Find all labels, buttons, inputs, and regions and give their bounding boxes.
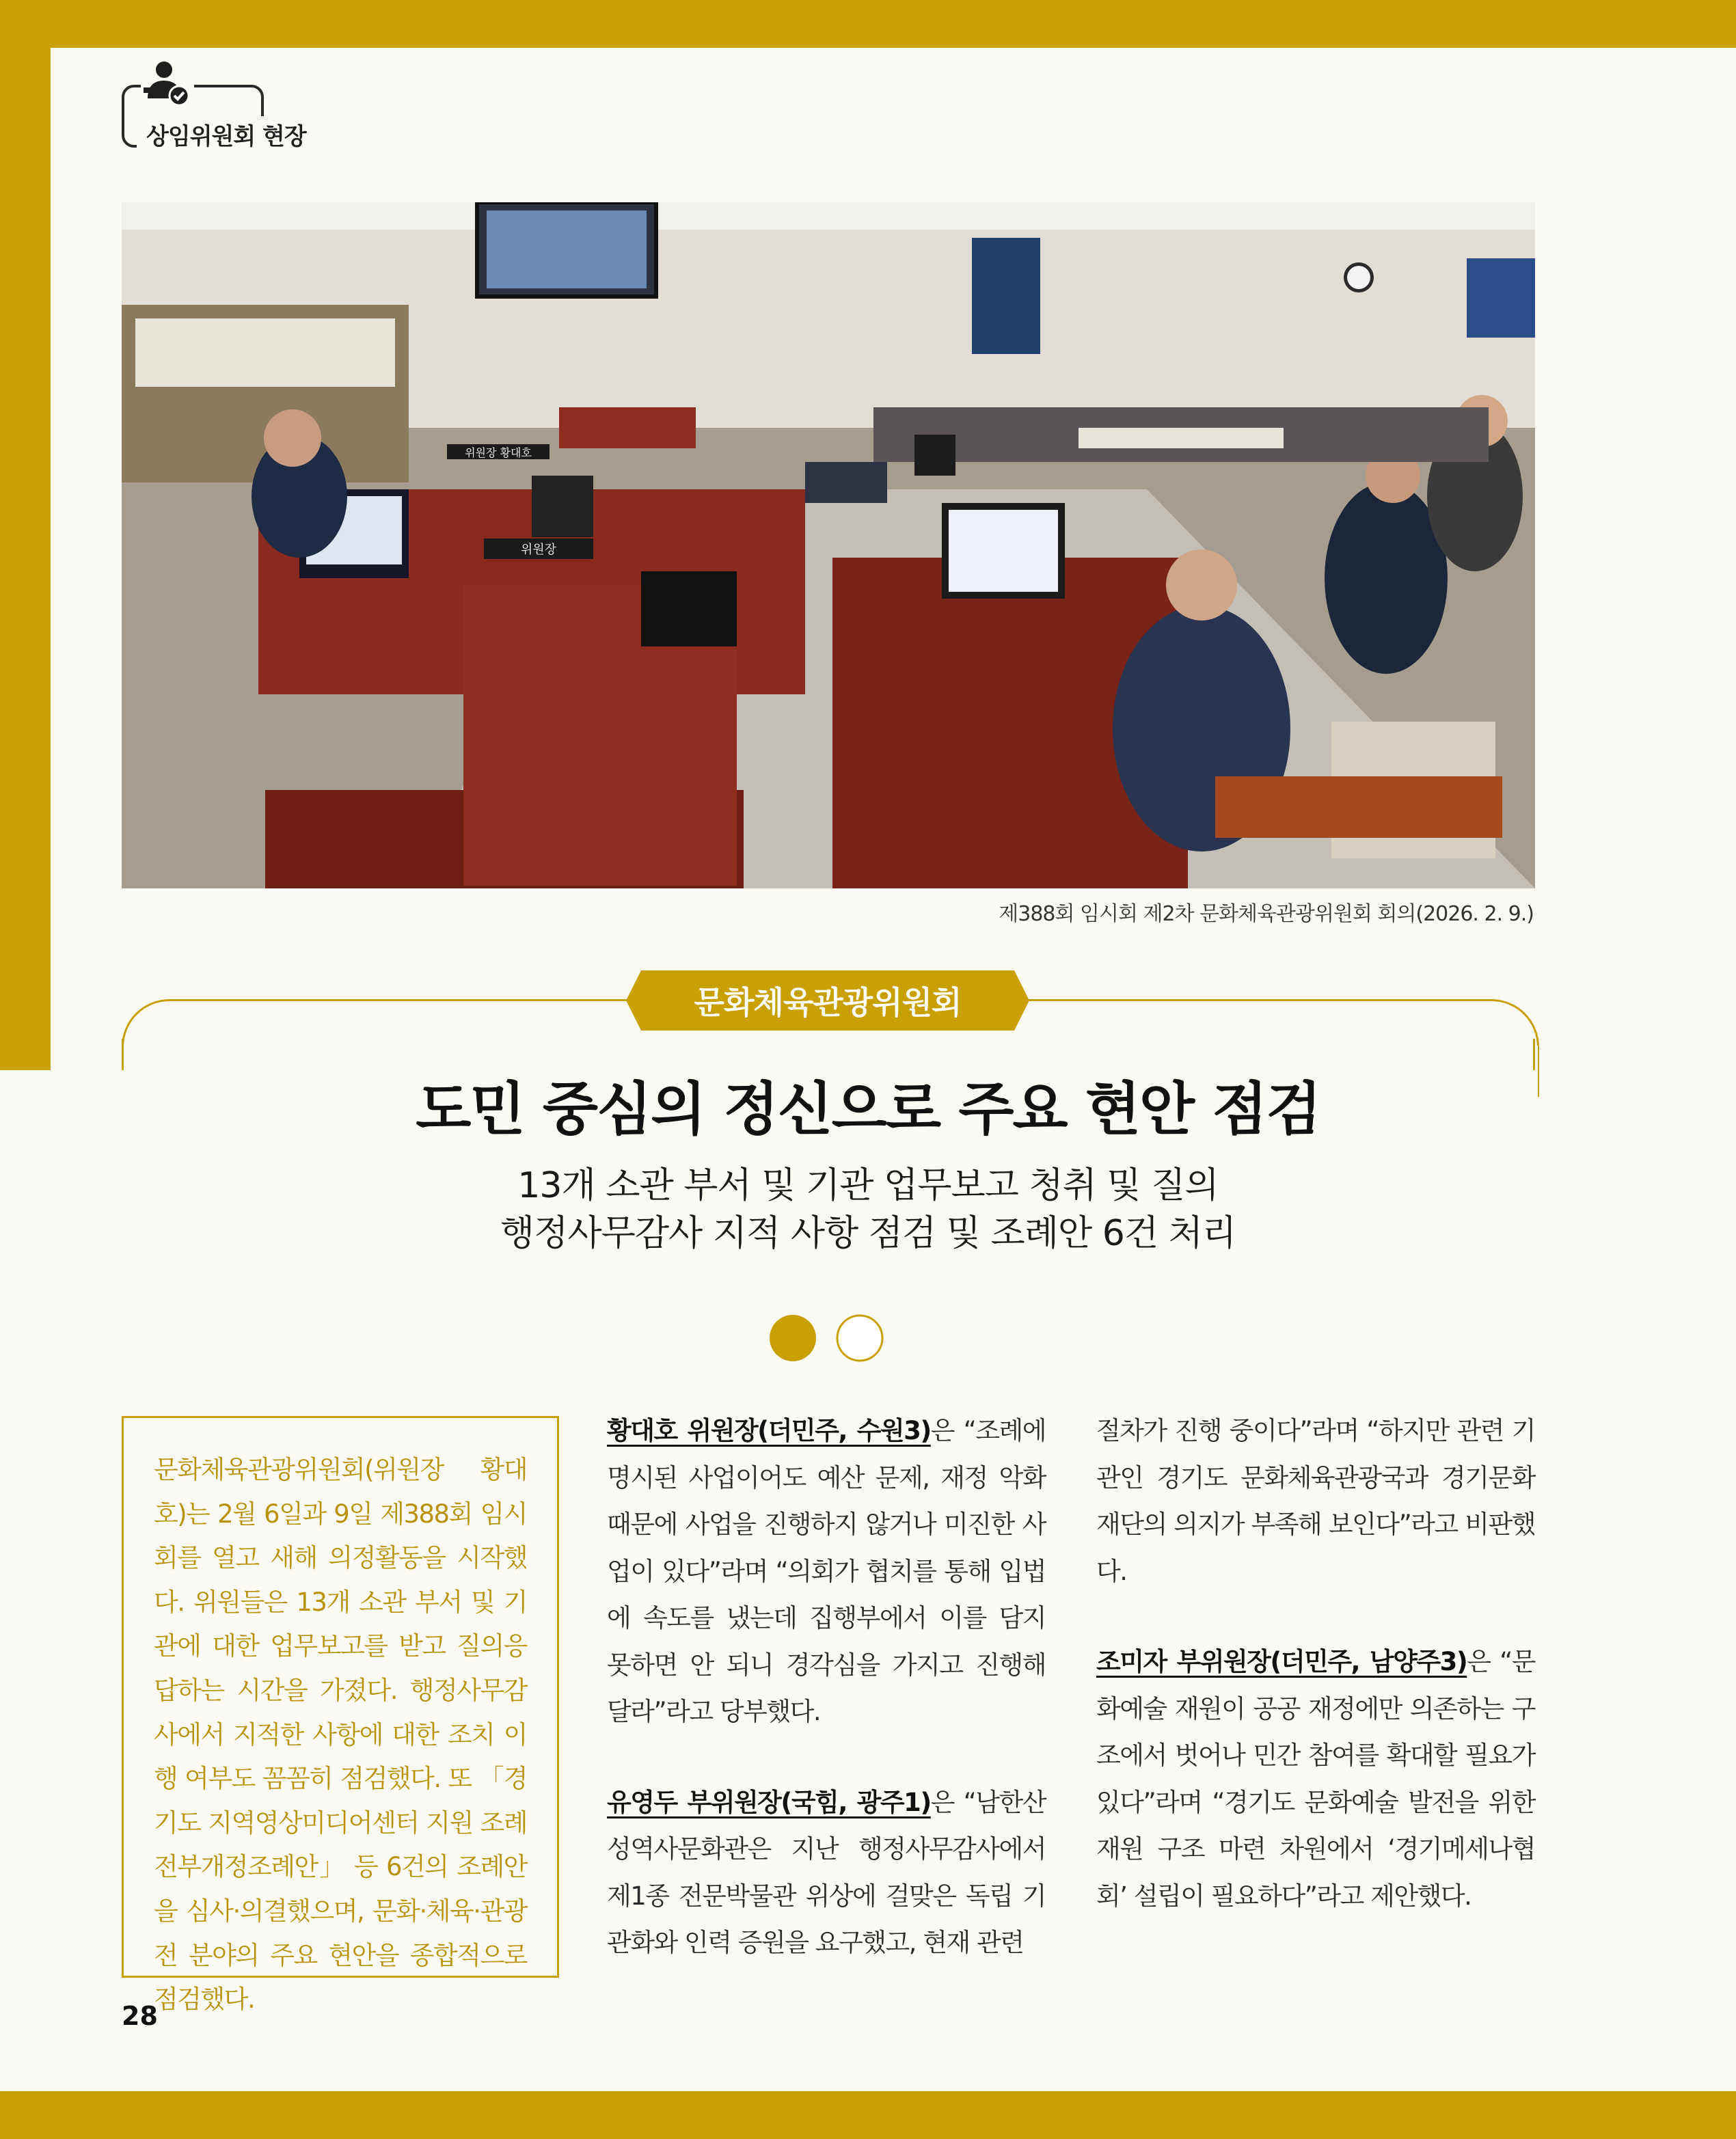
scalloped-dot-filled [768, 1313, 817, 1363]
summary-text: 문화체육관광위원회(위원장 황대호)는 2월 6일과 9일 제388회 임시회를 열고 새해 의정활동을 시작했다. 위원들은 13개 소관 부서 및 기관에 대한 업무보고를 받고 질의응답하는 시간을 가졌다. 행정사무감사에서 지적한 사항에 대한 조치 이행 여부도 꼼꼼히 점검했다. 또 「경기도 지역영상미디어센터 지원 조례 전부개정조례안」 등 6건의 조례안을 심사·의결했으며, 문화·체육·관광 전 분야의 주요 현안을 종합적으로 점검했다. [154, 1455, 527, 2015]
body-column-2 [1096, 1408, 1535, 1963]
speaker-name: 황대호 위원장(더민주, 수원3) [607, 1416, 931, 1445]
summary-box [122, 1416, 559, 2015]
body-column-1 [607, 1408, 1046, 2011]
photo-nameplate-left: 위원장 황대호 [465, 446, 532, 459]
scalloped-dot-outline [835, 1313, 884, 1363]
headline: 도민 중심의 정신으로 주요 현안 점검 [416, 1076, 1320, 1143]
left-gold-band [0, 0, 51, 1070]
subhead-line-2: 행정사무감사 지적 사항 점검 및 조례안 6건 처리 [500, 1213, 1236, 1254]
speaker-name: 유영두 부위원장(국힘, 광주1) [607, 1787, 931, 1817]
paragraph: 유영두 부위원장(국힘, 광주1)은 “남한산성역사문화관은 지난 행정사무감사에서 제1종 전문박물관 위상에 걸맞은 독립 기관화와 인력 증원을 요구했고, 현재 관련 [607, 1787, 1046, 1957]
bottom-gold-band [0, 2091, 1736, 2139]
paragraph: 황대호 위원장(더민주, 수원3)은 “조례에 명시된 사업이어도 예산 문제, 재정 악화 때문에 사업을 진행하지 않거나 미진한 사업이 있다”라며 “의회가 협치를 통해 입법에 속도를 냈는데 집행부에서 이를 담지 못하면 안 되니 경각심을 가지고 진행해 달라”라고 당부했다. [607, 1416, 1046, 1726]
paragraph: 조미자 부위원장(더민주, 남양주3)은 “문화예술 재원이 공공 재정에만 의존하는 구조에서 벗어나 민간 참여를 확대할 필요가 있다”라며 “경기도 문화예술 발전을 위한 재원 구조 마련 차원에서 ‘경기메세나협회’ 설립이 필요하다”라고 제안했다. [1096, 1647, 1535, 1911]
committee-badge: 문화체육관광위원회 [641, 970, 1014, 1031]
speaker-name: 조미자 부위원장(더민주, 남양주3) [1096, 1647, 1467, 1676]
committee-member-icon [141, 57, 194, 111]
photo-nameplate-front: 위원장 [520, 543, 557, 557]
meeting-photo [122, 202, 1535, 888]
page-number: 28 [122, 2001, 158, 2031]
photo-caption: 제388회 임시회 제2차 문화체육관광위원회 회의(2026. 2. 9.) [999, 902, 1534, 926]
subhead-line-1: 13개 소관 부서 및 기관 업무보고 청취 및 질의 [517, 1165, 1219, 1206]
paragraph: 절차가 진행 중이다”라며 “하지만 관련 기관인 경기도 문화체육관광국과 경기문화재단의 의지가 부족해 보인다”라고 비판했다. [1096, 1416, 1535, 1586]
header-label: 상임위원회 현장 [146, 123, 306, 150]
